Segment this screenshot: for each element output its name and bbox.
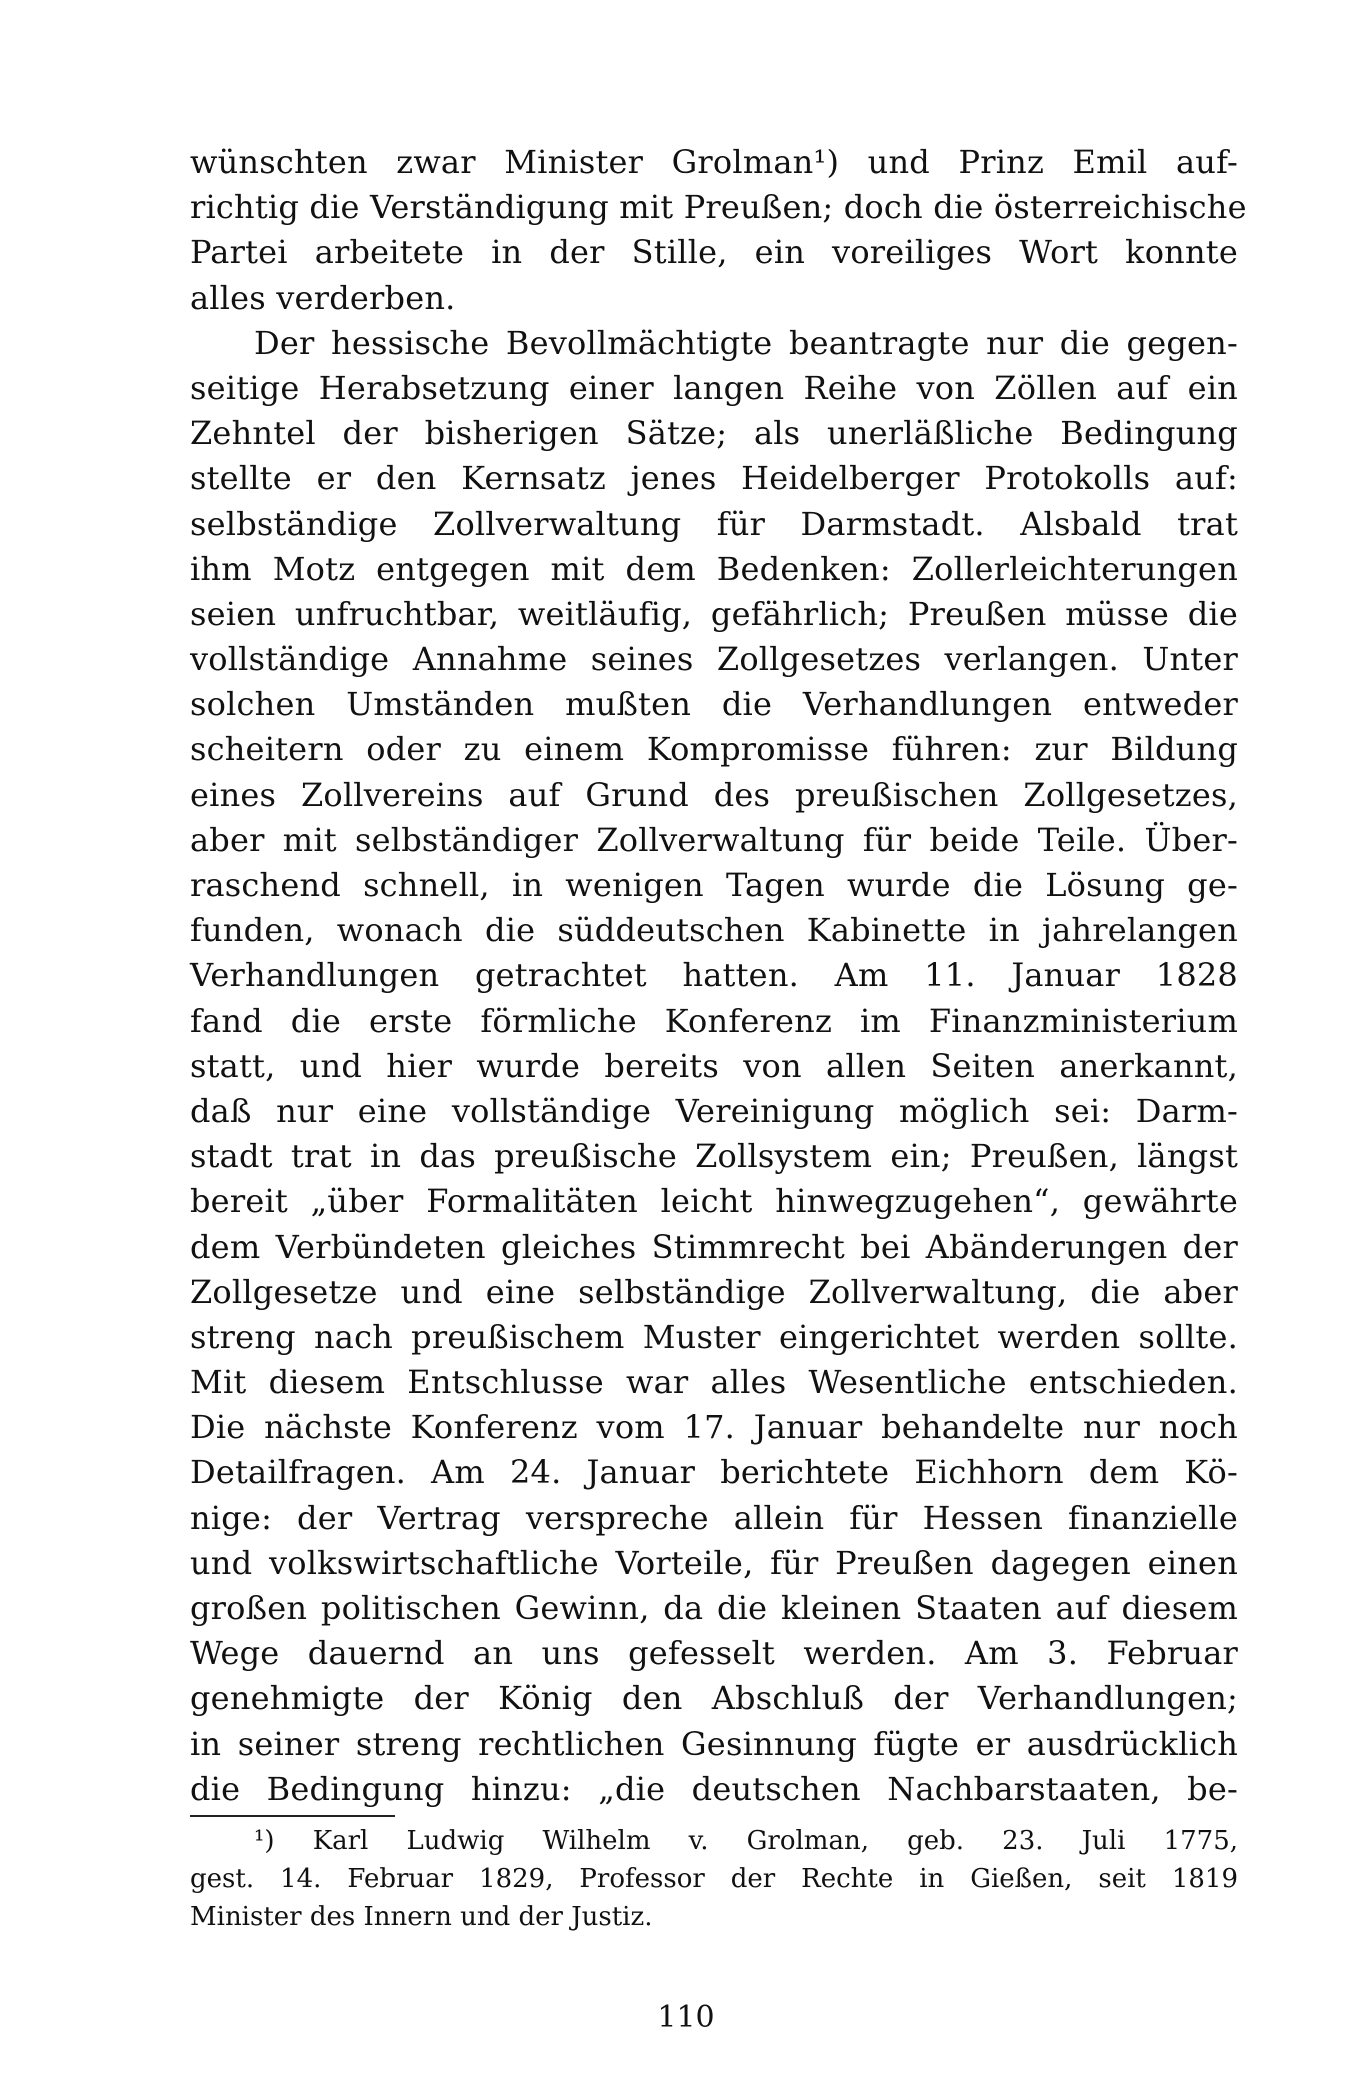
text-line: nige: der Vertrag verspreche allein für Hessen finanzielle	[190, 1498, 1238, 1537]
text-line: seien unfruchtbar, weitläufig, gefährlich; Preußen müsse die	[190, 594, 1238, 633]
footnote-divider	[190, 1815, 395, 1817]
text-line: daß nur eine vollständige Vereinigung möglich sei: Darm-	[190, 1091, 1238, 1130]
text-line: Zehntel der bisherigen Sätze; als unerläßliche Bedingung	[190, 414, 1238, 453]
text-line: großen politischen Gewinn, da die kleinen Staaten auf diesem	[190, 1589, 1238, 1627]
text-line: die Bedingung hinzu: „die deutschen Nachbarstaaten, be-	[190, 1769, 1238, 1808]
text-line: fand die erste förmliche Konferenz im Finanzministerium	[190, 1001, 1238, 1040]
text-line: Der hessische Bevollmächtigte beantragte nur die gegen-	[254, 323, 1238, 362]
footnote-line: gest. 14. Februar 1829, Professor der Rechte in Gießen, seit 1819	[190, 1864, 1238, 1894]
text-line: seitige Herabsetzung einer langen Reihe von Zöllen auf ein	[190, 368, 1238, 407]
text-line: funden, wonach die süddeutschen Kabinette in jahrelangen	[190, 911, 1238, 950]
text-line: scheitern oder zu einem Kompromisse führen: zur Bildung	[190, 730, 1238, 769]
text-line: vollständige Annahme seines Zollgesetzes verlangen. Unter	[190, 640, 1238, 679]
body-text	[190, 140, 1247, 1812]
text-line: Die nächste Konferenz vom 17. Januar behandelte nur noch	[190, 1408, 1238, 1447]
text-line: ihm Motz entgegen mit dem Bedenken: Zollerleichterungen	[190, 549, 1238, 588]
text-line: stellte er den Kernsatz jenes Heidelberger Protokolls auf:	[190, 459, 1238, 498]
text-line: richtig die Verständigung mit Preußen; doch die österreichische	[190, 188, 1247, 227]
page-number: 110	[657, 2000, 715, 2035]
text-line: Wege dauernd an uns gefesselt werden. Am 3. Februar	[190, 1634, 1238, 1673]
text-line: und volkswirtschaftliche Vorteile, für Preußen dagegen einen	[190, 1543, 1238, 1582]
text-line: Verhandlungen getrachtet hatten. Am 11. Januar 1828	[190, 956, 1238, 995]
text-line: Mit diesem Entschlusse war alles Wesentliche entschieden.	[190, 1363, 1238, 1402]
text-line: statt, und hier wurde bereits von allen Seiten anerkannt,	[190, 1046, 1238, 1085]
text-line: raschend schnell, in wenigen Tagen wurde die Lösung ge-	[190, 866, 1238, 904]
text-line: Detailfragen. Am 24. Januar berichtete Eichhorn dem Kö-	[190, 1453, 1238, 1492]
text-line: alles verderben.	[190, 278, 456, 317]
text-line: bereit „über Formalitäten leicht hinwegzugehen“, gewährte	[190, 1182, 1238, 1221]
text-line: streng nach preußischem Muster eingerichtet werden sollte.	[190, 1317, 1238, 1356]
text-line: eines Zollvereins auf Grund des preußischen Zollgesetzes,	[190, 775, 1238, 814]
text-line: dem Verbündeten gleiches Stimmrecht bei Abänderungen der	[190, 1227, 1238, 1266]
text-line: selbständige Zollverwaltung für Darmstadt. Alsbald trat	[190, 504, 1238, 543]
text-line: Partei arbeitete in der Stille, ein voreiliges Wort konnte	[190, 233, 1238, 272]
text-line: stadt trat in das preußische Zollsystem ein; Preußen, längst	[190, 1137, 1238, 1176]
text-line: in seiner streng rechtlichen Gesinnung fügte er ausdrücklich	[190, 1724, 1238, 1763]
text-line: wünschten zwar Minister Grolman¹) und Prinz Emil auf-	[190, 143, 1238, 181]
footnote-line: Minister des Innern und der Justiz.	[190, 1902, 653, 1932]
text-line: Zollgesetze und eine selbständige Zollverwaltung, die aber	[190, 1272, 1238, 1311]
footnotes	[190, 1822, 1238, 1936]
footnote-line: ¹) Karl Ludwig Wilhelm v. Grolman, geb. 23. Juli 1775,	[254, 1826, 1238, 1856]
text-line: genehmigte der König den Abschluß der Verhandlungen;	[190, 1679, 1238, 1718]
text-line: aber mit selbständiger Zollverwaltung für beide Teile. Über-	[190, 820, 1238, 859]
text-line: solchen Umständen mußten die Verhandlungen entweder	[190, 685, 1238, 724]
